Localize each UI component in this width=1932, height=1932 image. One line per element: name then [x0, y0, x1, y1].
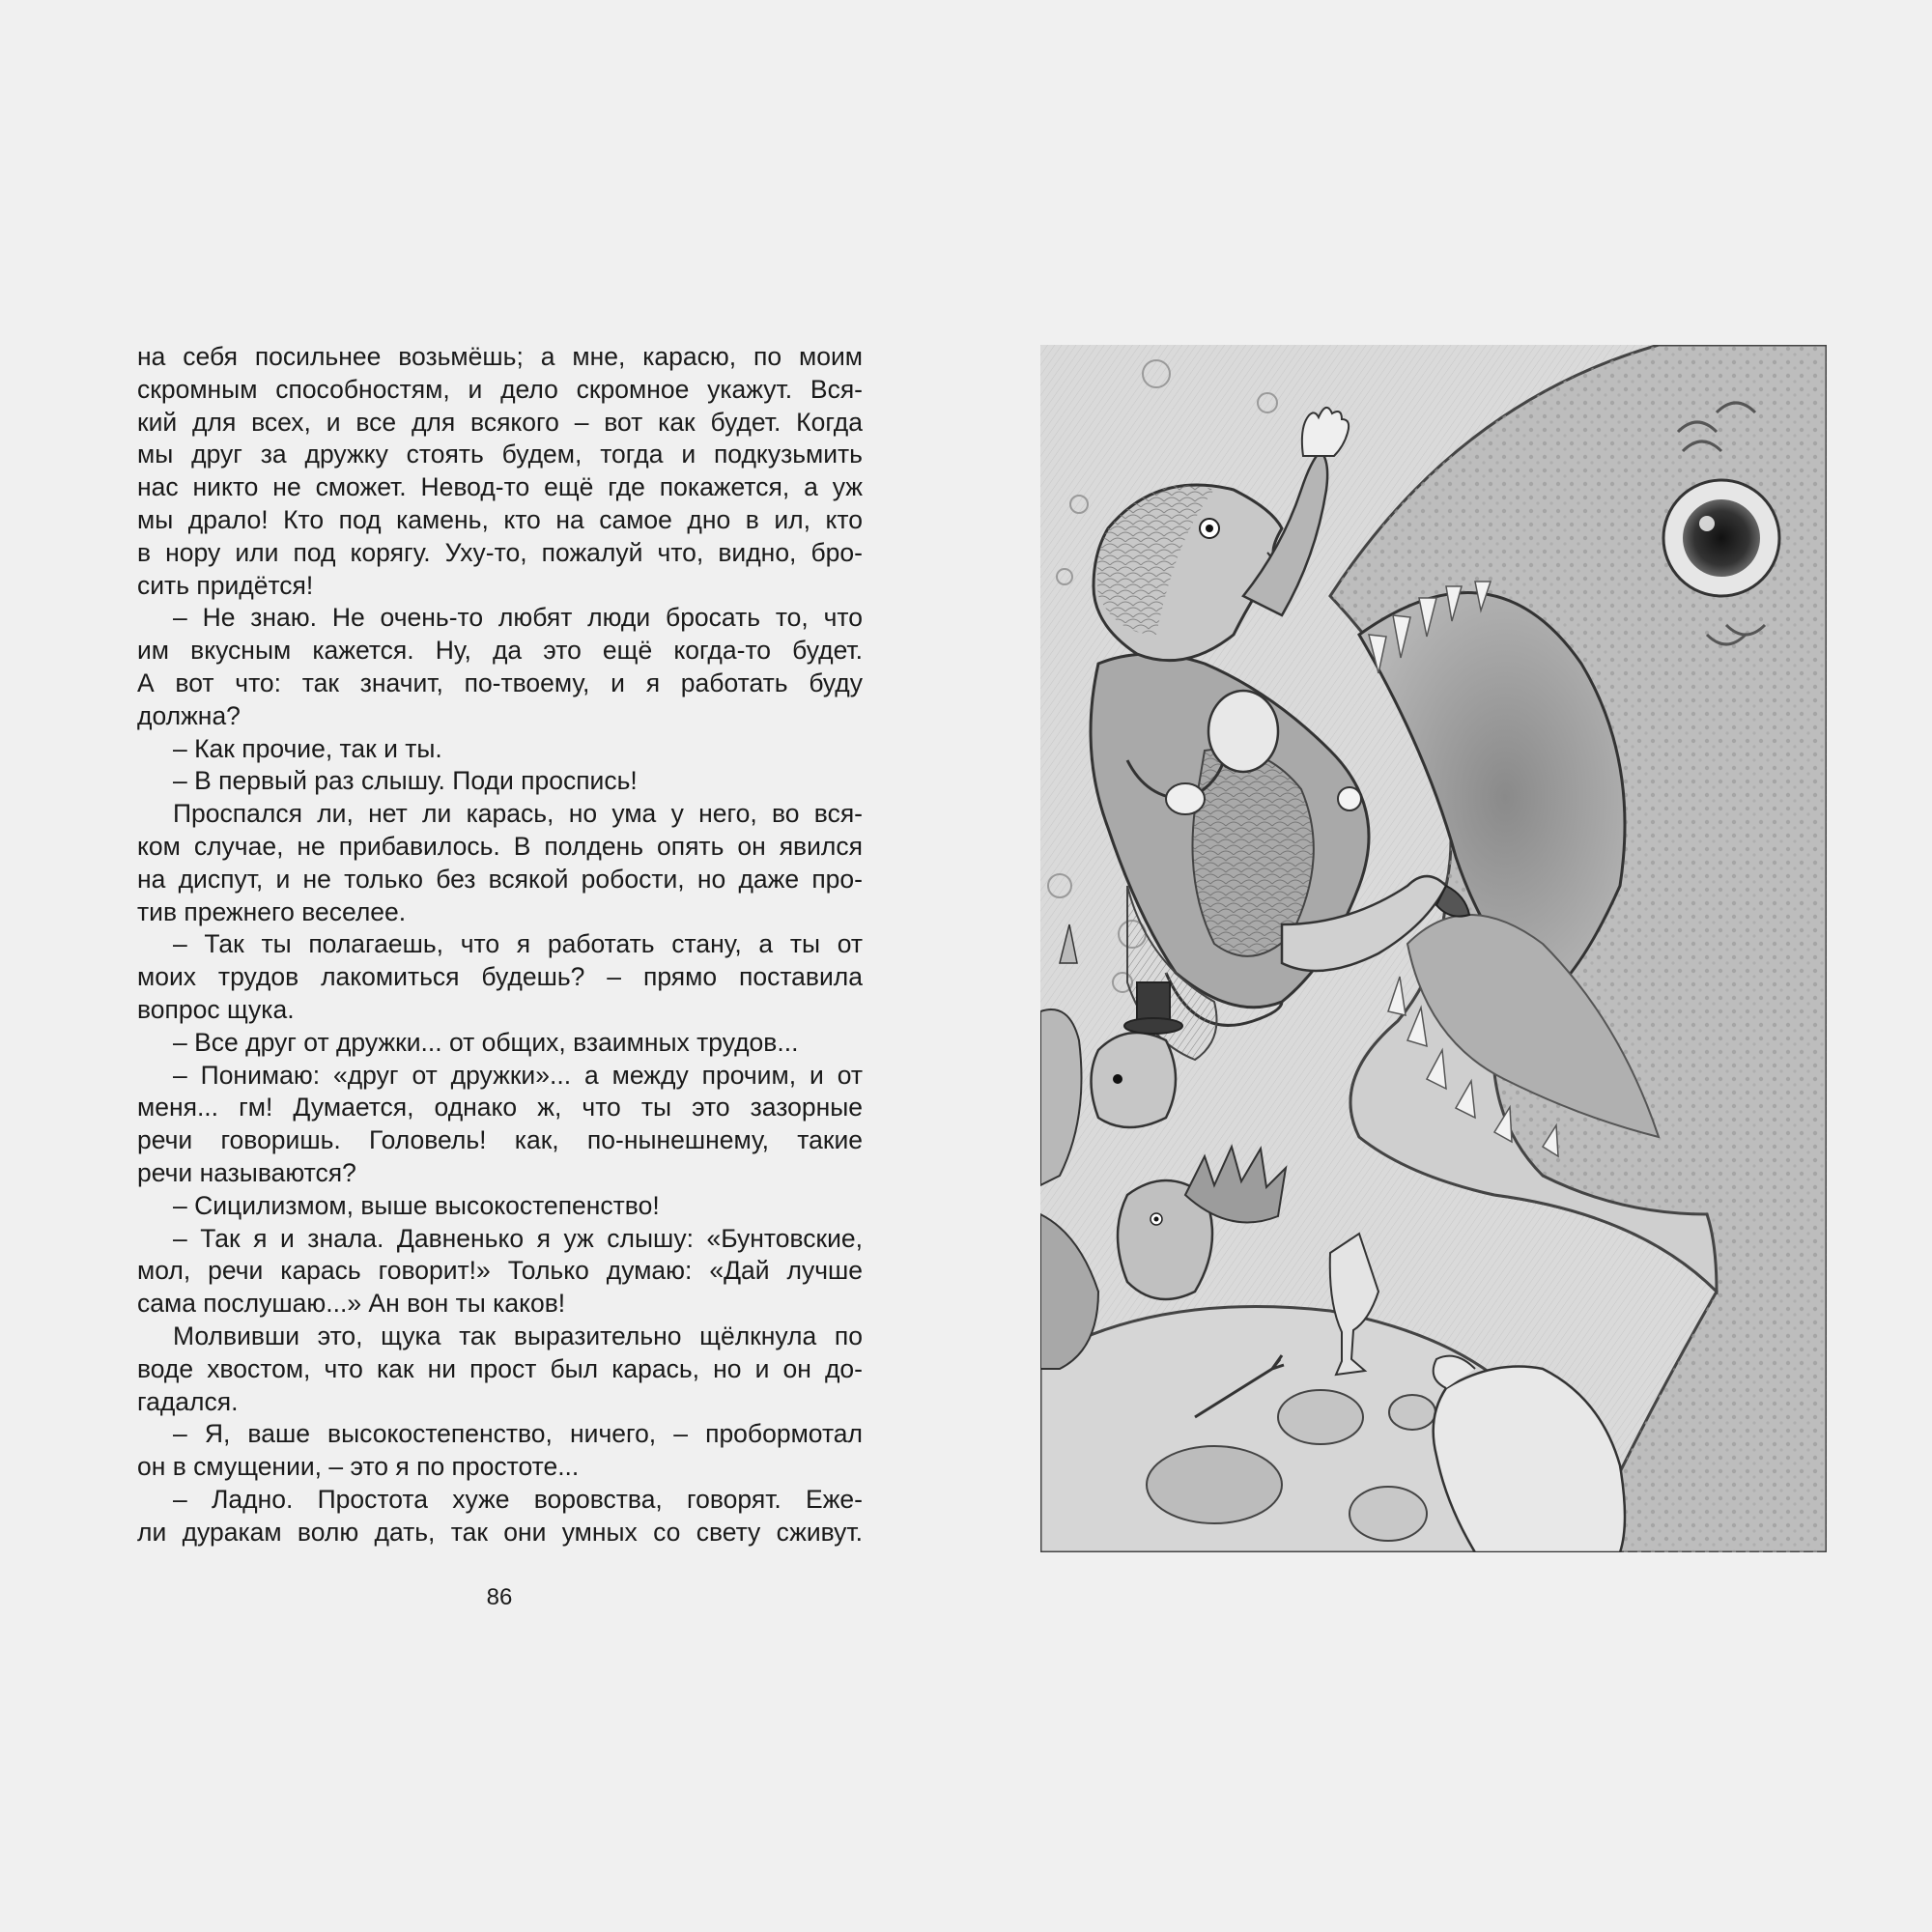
text-line: – Не знаю. Не очень-то любят люди бросать то, что [173, 603, 863, 633]
text-line: ком случае, не прибавилось. В полдень опять он явился [137, 831, 863, 861]
text-line: меня... гм! Думается, однако ж, что ты это зазорные [137, 1093, 863, 1122]
text-line: на диспут, и не только без всякой робости, но даже про- [137, 864, 863, 894]
body-text [137, 341, 863, 1548]
text-line: – Как прочие, так и ты. [173, 733, 442, 763]
text-line: – Так я и знала. Давненько я уж слышу: «Бунтовские, [173, 1223, 863, 1253]
text-line: тив прежнего веселее. [137, 896, 407, 926]
text-line: в нору или под корягу. Уху-то, пожалуй что, видно, бро- [137, 537, 863, 567]
text-line: речи называются? [137, 1157, 356, 1187]
text-line: скромным способностям, и дело скромное укажут. Вся- [137, 374, 863, 404]
text-line: мол, речи карась говорит!» Только думаю: «Дай лучше [137, 1256, 863, 1286]
text-line: гадался. [137, 1386, 239, 1416]
text-line: – Я, ваше высокостепенство, ничего, – пробормотал [173, 1419, 863, 1449]
text-line: кий для всех, и все для всякого – вот как будет. Когда [137, 407, 863, 437]
page-number: 86 [486, 1584, 513, 1610]
text-line: – Сицилизмом, выше высокостепенство! [173, 1190, 660, 1220]
text-line: моих трудов лакомиться будешь? – прямо поставила [137, 962, 863, 992]
text-line: нас никто не сможет. Невод-то ещё где покажется, а уж [137, 472, 863, 502]
text-line: он в смущении, – это я по простоте... [137, 1452, 580, 1482]
text-line: – Все друг от дружки... от общих, взаимных трудов... [173, 1027, 799, 1057]
pike-illustration [1040, 345, 1827, 1552]
text-line: – Так ты полагаешь, что я работать стану, а ты от [173, 929, 863, 959]
text-line: – В первый раз слышу. Поди проспись! [173, 766, 638, 796]
text-line: на себя посильнее возьмёшь; а мне, карасю, по моим [137, 342, 863, 371]
text-line: ли дуракам волю дать, так они умных со свету сживут. [137, 1517, 863, 1547]
text-line: воде хвостом, что как ни прост был карась, но и он до- [137, 1353, 863, 1383]
text-line: Проспался ли, нет ли карась, но ума у него, во вся- [173, 799, 863, 829]
text-line: – Понимаю: «друг от дружки»... а между прочим, и от [173, 1060, 863, 1090]
text-line: вопрос щука. [137, 994, 295, 1024]
text-line: сить придётся! [137, 570, 314, 600]
text-line: им вкусным кажется. Ну, да это ещё когда-то будет. [137, 636, 863, 666]
text-line: речи говоришь. Головель! как, по-нынешнему, такие [137, 1125, 863, 1155]
text-line: – Ладно. Простота хуже воровства, говорят. Еже- [173, 1484, 863, 1514]
text-line: сама послушаю...» Ан вон ты каков! [137, 1289, 566, 1319]
text-line: мы драло! Кто под камень, кто на самое дно в ил, кто [137, 504, 863, 534]
text-line: А вот что: так значит, по-твоему, и я работать буду [137, 668, 863, 697]
text-line: мы друг за дружку стоять будем, тогда и подкузьмить [137, 440, 863, 469]
text-line: должна? [137, 700, 241, 730]
text-line: Молвивши это, щука так выразительно щёлкнула по [173, 1321, 863, 1350]
pike-swallowing-fish-illustration [1040, 345, 1827, 1552]
